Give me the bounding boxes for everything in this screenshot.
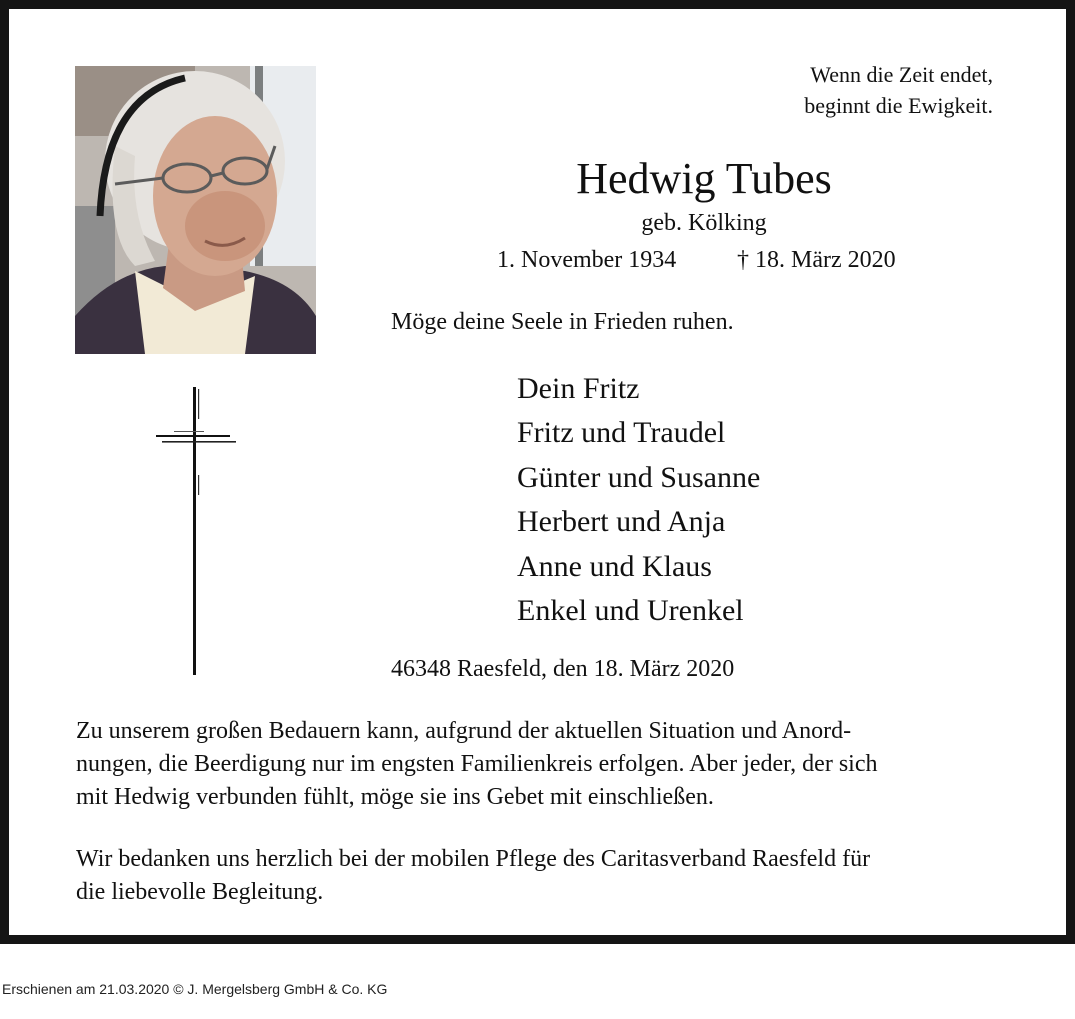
funeral-notice-paragraph xyxy=(76,715,1016,814)
birth-date: 1. November 1934 xyxy=(497,247,677,273)
quote-line-2: beginnt die Ewigkeit. xyxy=(804,93,993,118)
publication-credit: Erschienen am 21.03.2020 © J. Mergelsberg GmbH & Co. KG xyxy=(2,981,388,997)
cross-icon xyxy=(154,385,244,682)
deceased-name: Hedwig Tubes xyxy=(576,154,832,203)
paragraph-line: nungen, die Beerdigung nur im engsten Familienkreis erfolgen. Aber jeder, der sich xyxy=(76,751,878,777)
place-date: 46348 Raesfeld, den 18. März 2020 xyxy=(391,656,735,682)
paragraph-line: Zu unserem großen Bedauern kann, aufgrund der aktuellen Situation und Anord- xyxy=(76,718,852,744)
epitaph-quote xyxy=(804,59,993,121)
mourner-item: Dein Fritz xyxy=(517,372,640,405)
mourners-list xyxy=(517,367,760,633)
mourner-item: Enkel und Urenkel xyxy=(517,594,744,628)
mourner-item: Fritz und Traudel xyxy=(517,416,726,450)
portrait-photo xyxy=(75,66,316,354)
paragraph-line: die liebevolle Begleitung. xyxy=(76,879,324,905)
thanks-paragraph xyxy=(76,843,1016,909)
mourner-item: Günter und Susanne xyxy=(517,460,761,494)
death-date: † 18. März 2020 xyxy=(737,247,896,273)
paragraph-line: mit Hedwig verbunden fühlt, möge sie ins Gebet mit einschließen. xyxy=(76,784,714,810)
quote-line-1: Wenn die Zeit endet, xyxy=(810,62,993,87)
blessing-text: Möge deine Seele in Frieden ruhen. xyxy=(391,309,734,335)
portrait-photo-icon xyxy=(75,66,316,354)
mourner-item: Anne und Klaus xyxy=(517,549,712,583)
maiden-name: geb. Kölking xyxy=(641,210,767,236)
paragraph-line: Wir bedanken uns herzlich bei der mobilen Pflege des Caritasverband Raesfeld für xyxy=(76,846,871,872)
mourner-item: Herbert und Anja xyxy=(517,505,726,539)
